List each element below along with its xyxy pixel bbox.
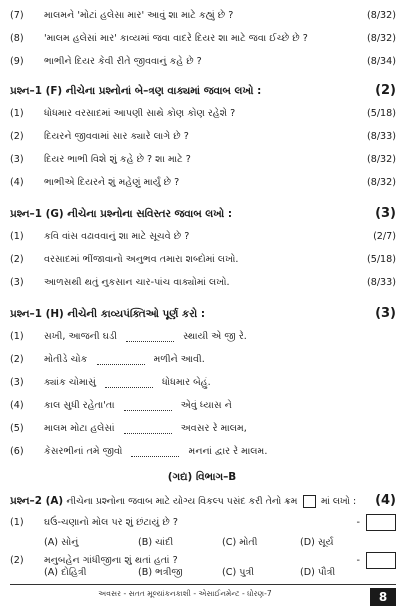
- dash: -: [356, 517, 360, 528]
- blank-line: [124, 400, 172, 411]
- page-footer: [10, 584, 396, 607]
- reference: (8/32): [366, 154, 396, 165]
- question-row: [10, 104, 396, 124]
- line-end: સ્થાયી એ જી રે.: [183, 331, 247, 342]
- question-number: (2): [10, 555, 24, 566]
- question-text: કવિ વાંસ વઢાવવાનું શા માટે સૂચવે છે ?: [44, 231, 190, 242]
- section-title-end: માં લખો :: [320, 496, 357, 507]
- reference: (8/33): [366, 277, 396, 288]
- question-number: (6): [10, 446, 24, 457]
- blank-line: [97, 354, 145, 365]
- question-number: (1): [10, 331, 24, 342]
- question-row: [10, 227, 396, 247]
- answer-box-sample: [303, 495, 316, 508]
- question-number: (3): [10, 377, 24, 388]
- option-d: (D) પૌત્રી: [300, 567, 336, 578]
- question-text: આળસથી થતું નુકસાન ચાર-પાંચ વાક્યોમાં લખો.: [44, 277, 230, 288]
- question-text: મનુબહેન ગાંધીજીના શું થતાં હતાં ?: [44, 555, 178, 566]
- dash: -: [356, 555, 360, 566]
- section-marks: (2): [375, 83, 396, 98]
- reference: (8/33): [366, 131, 396, 142]
- question-text: ધોધમાર વરસાદમાં આપણી સાથે કોણ કોણ રહેશે ?: [44, 108, 236, 119]
- question-text: ભાભીને દિયર કેવી રીતે જીવવાનું કહે છે ?: [44, 56, 202, 67]
- option-a: (A) દોહિત્રી: [44, 567, 87, 578]
- blank-line: [126, 331, 174, 342]
- line-end: ધોધમાર બેહું.: [162, 377, 211, 388]
- fill-blank-row: [10, 373, 396, 393]
- section-title: પ્રશ્ન–1 (H) નીચેની કાવ્યપંક્તિઓ પૂર્ણ કરો :: [10, 308, 205, 320]
- line-start: કાલ સુધી રહેતા'તા: [44, 400, 115, 411]
- reference: (8/32): [366, 177, 396, 188]
- line-end: અવસર રે માલમ,: [180, 423, 247, 434]
- option-a: (A) સોનું: [44, 537, 79, 548]
- section-title: પ્રશ્ન–1 (F) નીચેના પ્રશ્નોનાં બે–ત્રણ વાક્યમાં જવાબ લખો :: [10, 85, 262, 97]
- reference: (8/32): [366, 33, 396, 44]
- question-number: (3): [10, 154, 24, 165]
- section-title: પ્રશ્ન–1 (G) નીચેના પ્રશ્નોના સવિસ્તર જવાબ લખો :: [10, 208, 233, 220]
- question-text: ભાભીએ દિયરને શું મહેણું માર્યું છે ?: [44, 177, 180, 188]
- reference: (5/18): [366, 108, 396, 119]
- line-end: એવું ધ્યાસ ને: [180, 400, 232, 411]
- reference: (8/32): [366, 10, 396, 21]
- reference: (5/18): [366, 254, 396, 265]
- fill-blank-row: [10, 442, 396, 462]
- question-text: 'માલમ હલેસાં માર' કાવ્યમાં જવા વાદરે દિયર શા માટે જવા ઈચ્છે છે ?: [44, 33, 308, 44]
- question-row: [10, 52, 396, 72]
- footer-text: અવસર - સતત મૂલ્યાંકનકાશી - એસાઈનમેન્ટ - ધોરણ-7: [98, 589, 272, 598]
- option-b: (B) ચાંદી: [138, 537, 174, 548]
- page-number: 8: [370, 588, 396, 606]
- question-number: (1): [10, 231, 24, 242]
- line-start: સખી, આજની ઘડી: [44, 331, 117, 342]
- section-marks: (3): [375, 306, 396, 321]
- line-end: મળીને આવી.: [153, 354, 205, 365]
- question-number: (4): [10, 177, 24, 188]
- fill-blank-row: [10, 350, 396, 370]
- question-number: (2): [10, 254, 24, 265]
- section-marks: (4): [375, 493, 396, 508]
- question-number: (2): [10, 354, 24, 365]
- section-label: પ્રશ્ન–2 (A): [10, 495, 64, 507]
- blank-line: [105, 377, 153, 388]
- question-number: (1): [10, 108, 24, 119]
- question-number: (5): [10, 423, 24, 434]
- option-b: (B) ભત્રીજી: [138, 567, 183, 578]
- fill-blank-row: [10, 419, 396, 439]
- answer-box[interactable]: [366, 514, 396, 531]
- question-text: દિયરને જીવવામાં સાર ક્યારે લાગે છે ?: [44, 131, 189, 142]
- part-title: (ગદ્ય) વિભાગ–B: [167, 471, 237, 483]
- fill-blank-row: [10, 327, 396, 347]
- blank-line: [124, 423, 172, 434]
- question-number: (4): [10, 400, 24, 411]
- fill-blank-row: [10, 396, 396, 416]
- question-row: [10, 273, 396, 293]
- mcq-options: [10, 533, 396, 553]
- question-row: [10, 173, 396, 193]
- question-text: માલમને 'મોટાં હલેસા માર' આવું શા માટે કહ્યું છે ?: [44, 10, 234, 21]
- section-marks: (3): [375, 206, 396, 221]
- mcq-options: [10, 566, 396, 580]
- blank-line: [131, 446, 179, 457]
- line-start: કેસરભીનાં તમે જીવો: [44, 446, 123, 457]
- line-start: માલમ મોટા હલેસાં: [44, 423, 115, 434]
- option-d: (D) સૂર્ય: [300, 537, 334, 548]
- reference: (2/7): [373, 231, 396, 242]
- question-row: [10, 29, 396, 49]
- question-row: [10, 127, 396, 147]
- question-number: (3): [10, 277, 24, 288]
- question-number: (2): [10, 131, 24, 142]
- option-c: (C) મોતી: [222, 537, 258, 548]
- question-text: ઘઉં-ચણાનો મોલ પર શું છંટાયું છે ?: [44, 517, 178, 528]
- section-heading: [10, 303, 396, 325]
- question-number: (7): [10, 10, 24, 21]
- reference: (8/34): [366, 56, 396, 67]
- question-text: વરસાદમાં ભીંજાવાનો અનુભવ તમારા શબ્દોમાં લખો.: [44, 254, 239, 265]
- question-number: (9): [10, 56, 24, 67]
- line-start: ક્યાંક ચોમાસું: [44, 377, 96, 388]
- question-row: [10, 150, 396, 170]
- mcq-question: [10, 513, 396, 533]
- section-title: નીચેના પ્રશ્નોના જવાબ માટે યોગ્ય વિકલ્પ પસંદ કરી તેનો ક્રમ: [66, 496, 298, 507]
- question-row: [10, 250, 396, 270]
- option-c: (C) પુત્રી: [222, 567, 255, 578]
- line-end: મનનાં દ્વાર રે માલમ.: [188, 446, 268, 457]
- section-heading: [10, 490, 396, 512]
- line-start: મોતીડે ચોક: [44, 354, 88, 365]
- question-row: [10, 6, 396, 26]
- question-number: (8): [10, 33, 24, 44]
- question-text: દિયર ભાભી વિશે શું કહે છે ? શા માટે ?: [44, 154, 191, 165]
- section-heading: [10, 80, 396, 102]
- section-heading: [10, 203, 396, 225]
- question-number: (1): [10, 517, 24, 528]
